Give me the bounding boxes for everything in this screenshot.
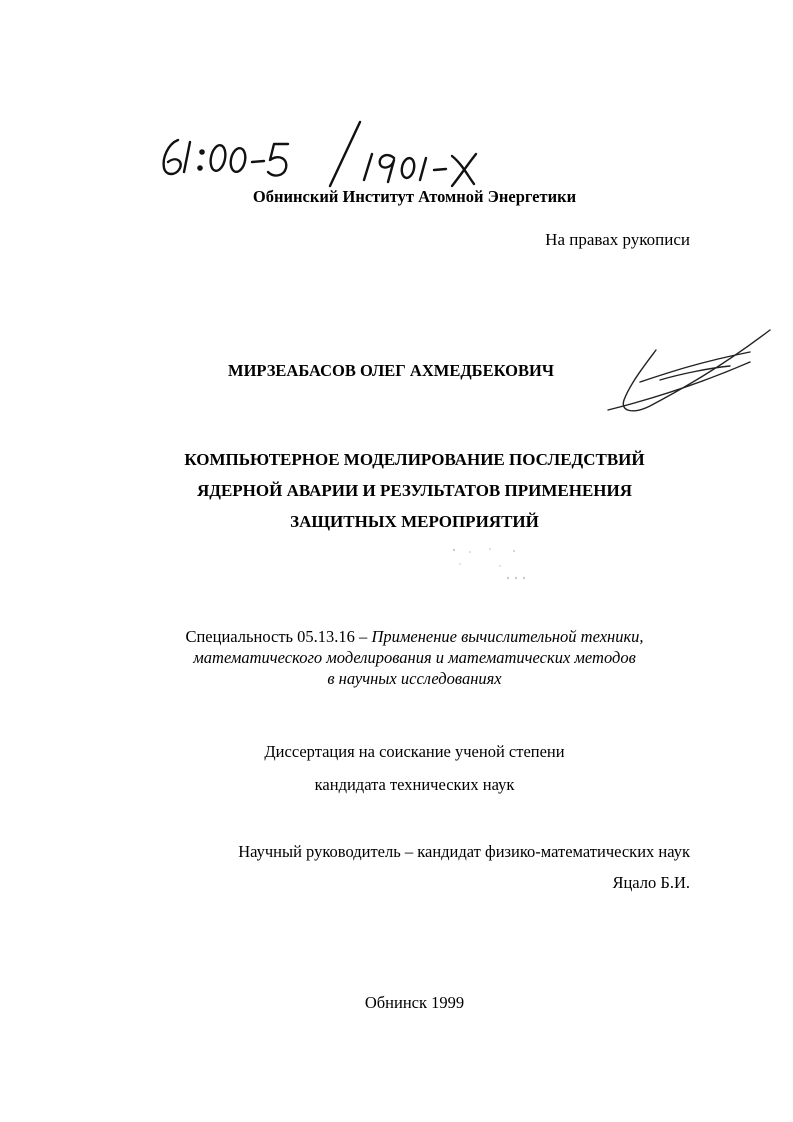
title-line-1: КОМПЬЮТЕРНОЕ МОДЕЛИРОВАНИЕ ПОСЛЕДСТВИЙ <box>184 450 645 469</box>
specialty-line-2: математического моделирования и математических методов <box>193 648 636 667</box>
degree-statement <box>0 735 793 801</box>
specialty-line-3: в научных исследованиях <box>327 669 502 688</box>
title-line-2: ЯДЕРНОЙ АВАРИИ И РЕЗУЛЬТАТОВ ПРИМЕНЕНИЯ <box>196 481 633 500</box>
title-line-3: ЗАЩИТНЫХ МЕРОПРИЯТИЙ <box>290 512 539 531</box>
dissertation-title <box>0 444 793 537</box>
specialty-block <box>0 626 793 689</box>
specialty-line-1: Применение вычислительной техники, <box>371 627 644 646</box>
specialty-prefix: Специальность 05.13.16 – <box>185 627 372 646</box>
institute-name: Обнинский Институт Атомной Энергетики <box>252 187 577 206</box>
rights-note: На правах рукописи <box>545 230 690 249</box>
handwritten-catalog-number <box>150 118 510 190</box>
scan-noise <box>440 540 560 585</box>
supervisor-title: Научный руководитель – кандидат физико-математических наук <box>238 842 690 861</box>
author-name: МИРЗЕАБАСОВ ОЛЕГ АХМЕДБЕКОВИЧ <box>228 361 554 380</box>
supervisor-name: Яцало Б.И. <box>612 873 690 892</box>
degree-line-1: Диссертация на соискание ученой степени <box>264 742 565 761</box>
city-year: Обнинск 1999 <box>364 993 465 1012</box>
degree-line-2: кандидата технических наук <box>314 775 515 794</box>
signature-icon <box>600 322 780 422</box>
